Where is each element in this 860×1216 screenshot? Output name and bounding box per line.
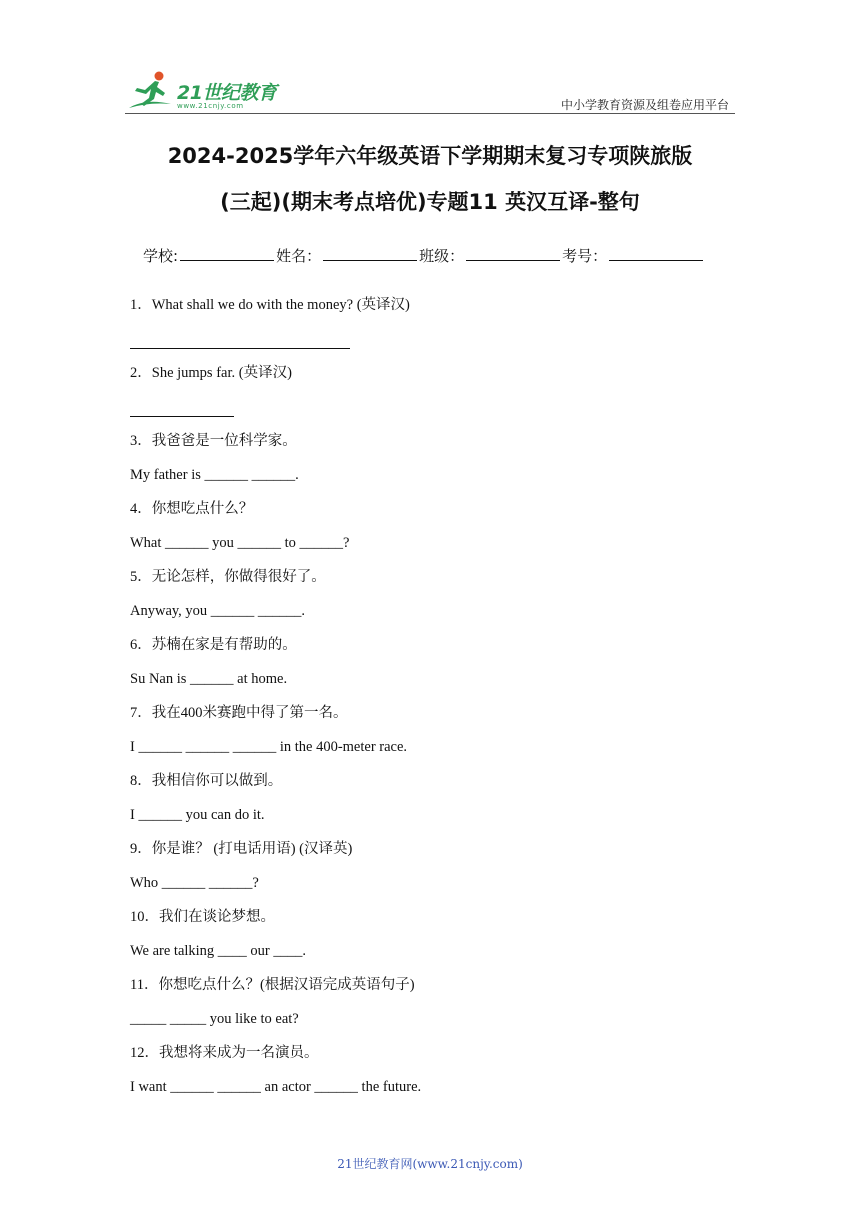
school-blank[interactable]: [180, 244, 274, 261]
platform-label: 中小学教育资源及组卷应用平台: [560, 98, 729, 112]
title-line-1: 2024-2025学年六年级英语下学期期末复习专项陕旅版: [167, 144, 693, 168]
answer-text[interactable]: _____ _____ you like to eat?: [130, 1011, 299, 1027]
answer-text[interactable]: I ______ ______ ______ in the 400-meter race.: [130, 739, 408, 755]
school-label: 学校:: [143, 247, 179, 265]
question-text: 6．苏楠在家是有帮助的。: [130, 637, 297, 653]
question-7-prompt: [130, 702, 750, 736]
question-text: 10．我们在谈论梦想。: [130, 909, 275, 925]
question-10-prompt: [130, 906, 750, 940]
question-11-answer: [130, 1008, 750, 1042]
question-4-prompt: [130, 498, 750, 532]
question-text: 5．无论怎样，你做得很好了。: [130, 569, 326, 585]
question-9-answer: [130, 872, 750, 906]
answer-text[interactable]: I ______ you can do it.: [130, 807, 265, 823]
header-divider: [125, 113, 735, 114]
question-10-answer: [130, 940, 750, 974]
question-8-prompt: [130, 770, 750, 804]
question-text: 2．She jumps far. (英译汉): [130, 365, 292, 381]
question-text: 7．我在400米赛跑中得了第一名。: [130, 705, 348, 721]
answer-text[interactable]: Anyway, you ______ ______.: [130, 603, 306, 619]
answer-text[interactable]: Who ______ ______?: [130, 875, 259, 891]
question-6-answer: [130, 668, 750, 702]
question-7-answer: [130, 736, 750, 770]
answer-blank[interactable]: [130, 396, 234, 417]
page-header: [125, 66, 735, 114]
name-blank[interactable]: [323, 244, 417, 261]
question-text: 9．你是谁？ (打电话用语) (汉译英): [130, 841, 353, 857]
answer-blank[interactable]: [130, 328, 350, 349]
question-3-prompt: [130, 430, 750, 464]
question-5-answer: [130, 600, 750, 634]
question-4-answer: [130, 532, 750, 566]
footer-link[interactable]: 21世纪教育网(www.21cnjy.com): [337, 1157, 523, 1171]
answer-text[interactable]: What ______ you ______ to ______?: [130, 535, 350, 551]
question-text: 12．我想将来成为一名演员。: [130, 1045, 319, 1061]
answer-text[interactable]: My father is ______ ______.: [130, 467, 299, 483]
question-2-prompt: [130, 362, 750, 396]
question-1-prompt: [130, 294, 750, 328]
class-label: 班级：: [419, 247, 465, 265]
question-12-prompt: [130, 1042, 750, 1076]
runner-logo-icon: [125, 68, 177, 114]
question-6-prompt: [130, 634, 750, 668]
student-info-row: [143, 244, 705, 266]
question-9-prompt: [130, 838, 750, 872]
logo-url: www.21cnjy.com: [177, 102, 244, 110]
question-12-answer: [130, 1076, 750, 1110]
answer-text[interactable]: I want ______ ______ an actor ______ the future.: [130, 1079, 422, 1095]
question-text: 11．你想吃点什么？(根据汉语完成英语句子): [130, 977, 415, 993]
question-text: 8．我相信你可以做到。: [130, 773, 283, 789]
question-text: 4．你想吃点什么？: [130, 501, 254, 517]
class-blank[interactable]: [466, 244, 560, 261]
question-8-answer: [130, 804, 750, 838]
question-11-prompt: [130, 974, 750, 1008]
question-text: 3．我爸爸是一位科学家。: [130, 433, 297, 449]
question-2-answer: [130, 396, 750, 430]
question-5-prompt: [130, 566, 750, 600]
question-3-answer: [130, 464, 750, 498]
answer-text[interactable]: We are talking ____ our ____.: [130, 943, 307, 959]
question-text: 1．What shall we do with the money? (英译汉): [130, 297, 410, 313]
exam-no-label: 考号：: [562, 247, 608, 265]
question-1-answer: [130, 328, 750, 362]
logo: [125, 68, 295, 114]
question-list: [130, 294, 750, 1110]
answer-text[interactable]: Su Nan is ______ at home.: [130, 671, 288, 687]
title-line-2: (三起)(期末考点培优)专题11 英汉互译-整句: [220, 190, 640, 214]
name-label: 姓名：: [276, 247, 322, 265]
exam-no-blank[interactable]: [609, 244, 703, 261]
logo-text: 21世纪教育: [177, 82, 277, 104]
